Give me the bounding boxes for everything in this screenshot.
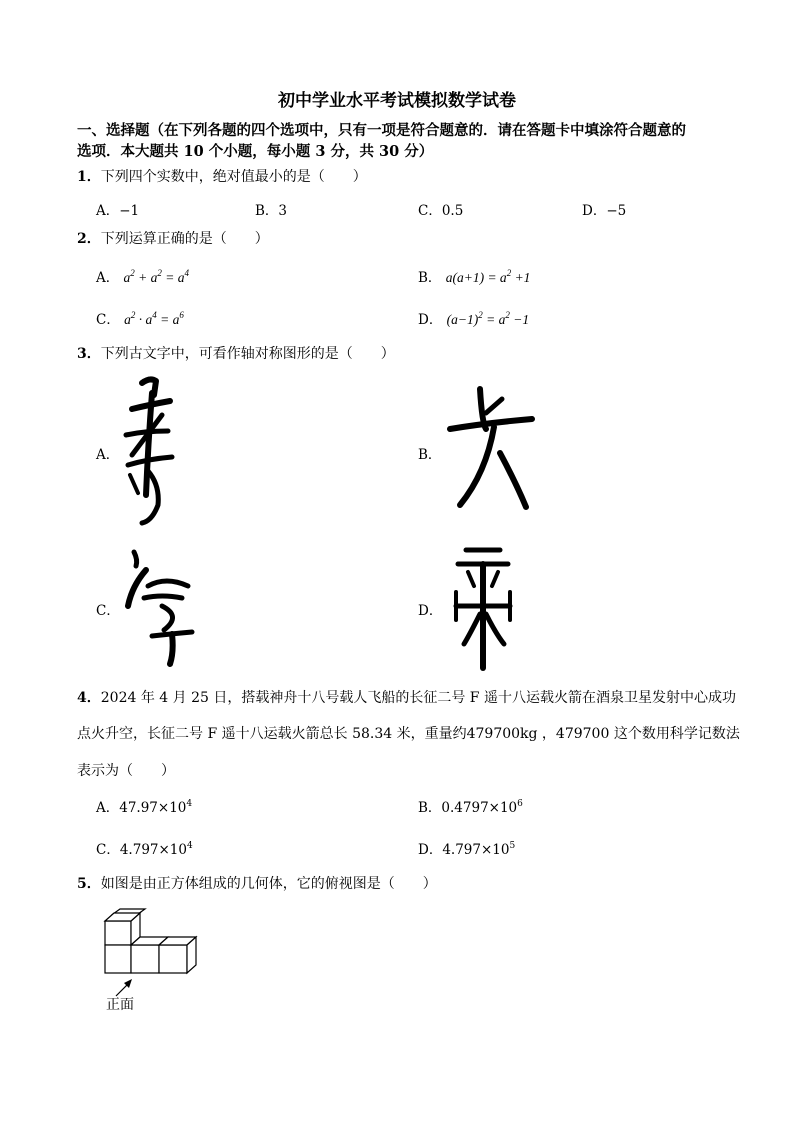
question-number: 4． [77,690,101,706]
option-expression: $a^2 + a^2 = a^4$ [123,268,190,285]
option-expression: $47.97\times 10^4$ [119,799,193,816]
q1-option-a[interactable]: A．−1 [96,203,140,219]
option-label: A． [96,270,120,286]
q1-option-c[interactable]: C．0.5 [418,203,464,219]
option-label: C． [96,842,120,858]
q2-option-b[interactable] [418,266,530,286]
ancient-character-d-image [450,544,516,672]
option-label: A． [96,800,120,816]
ancient-character-b-image [446,383,536,511]
question-5 [77,873,437,893]
option-expression: $a(a+1) = a^2 +1$ [445,268,531,285]
question-number: 3． [77,346,101,362]
question-1 [77,166,367,186]
question-stem-line1: 2024 年 4 月 25 日，搭载神舟十八号载人飞船的长征二号 F 遥十八运载火箭在酒泉卫星发射中心成功 [100,690,736,706]
option-label: D． [418,312,443,328]
question-stem: 下列四个实数中，绝对值最小的是（ ） [100,169,367,185]
option-label: D． [418,842,443,858]
q2-option-d[interactable] [418,308,529,328]
q3-option-c-label[interactable]: C． [96,603,120,619]
option-label: B． [418,800,442,816]
front-view-label: 正面 [106,997,134,1013]
option-expression: $4.797\times 10^4$ [119,841,193,858]
ancient-character-a-image [118,375,180,527]
q1-option-b[interactable]: B．3 [255,203,288,219]
option-label: C． [96,312,120,328]
q1-option-d[interactable]: D．−5 [582,203,627,219]
q3-option-b-label[interactable]: B． [418,447,442,463]
q4-option-b[interactable] [418,796,523,816]
q2-option-a[interactable] [96,266,189,286]
option-expression: $(a-1)^2 = a^2 -1$ [446,310,530,327]
ancient-character-c-image [122,546,202,668]
question-stem: 如图是由正方体组成的几何体，它的俯视图是（ ） [100,876,437,892]
section-heading-line1: 一、选择题（在下列各题的四个选项中，只有一项是符合题意的．请在答题卡中填涂符合题意的 [77,122,686,139]
page-title: 初中学业水平考试模拟数学试卷 [278,91,516,111]
cube-solid-figure [100,905,200,985]
q3-option-d-label[interactable]: D． [418,603,443,619]
question-stem: 下列古文字中，可看作轴对称图形的是（ ） [100,346,395,362]
q4-option-a[interactable] [96,796,192,816]
question-stem: 下列运算正确的是（ ） [100,231,269,247]
question-4-line3: 表示为（ ） [77,763,175,779]
option-expression: $0.4797\times 10^6$ [441,799,523,816]
question-number: 5． [77,876,101,892]
q3-option-a-label[interactable]: A． [96,447,120,463]
option-label: B． [418,270,442,286]
question-3 [77,343,395,363]
option-expression: $4.797\times 10^5$ [442,841,516,858]
q4-option-d[interactable] [418,838,515,858]
q4-option-c[interactable] [96,838,193,858]
question-4-line1 [77,687,736,707]
question-number: 2． [77,231,101,247]
question-number: 1． [77,169,101,185]
option-expression: $a^2 \cdot a^4 = a^6$ [124,310,184,327]
q2-option-c[interactable] [96,308,184,328]
question-2 [77,228,269,248]
section-heading-line2: 选项．本大题共 10 个小题，每小题 3 分，共 30 分） [77,143,434,160]
question-4-line2: 点火升空，长征二号 F 遥十八运载火箭总长 58.34 米，重量约479700kg ，479700 这个数用科学记数法 [77,726,740,742]
